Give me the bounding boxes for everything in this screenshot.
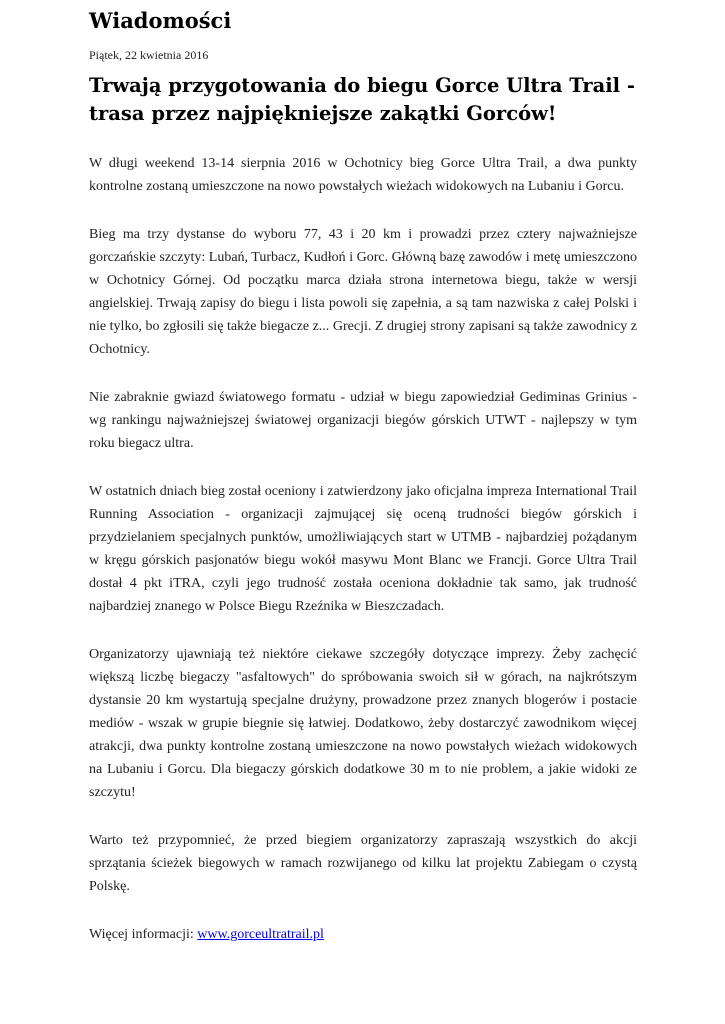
more-info-link[interactable]: www.gorceultratrail.pl [197,927,324,942]
article-paragraph: W ostatnich dniach bieg został oceniony i zatwierdzony jako oficjalna impreza International Trail Running Association - organizacji zajmującej się oceną trudności biegów górskich i przydzielaniem specjalnych punktów, umożliwiających start w UTMB - najbardziej pożądanym w kręgu górskich pasjonatów biegu wokół masywu Mont Blanc we Francji. Gorce Ultra Trail dostał 4 pkt iTRA, czyli jego trudność została oceniona dokładnie tak samo, jak trudność najbardziej znanego w Polsce Biegu Rzeźnika w Bieszczadach. [89,484,637,614]
article-date: Piątek, 22 kwietnia 2016 [89,48,209,62]
article-paragraph: W długi weekend 13-14 sierpnia 2016 w Ochotnicy bieg Gorce Ultra Trail, a dwa punkty kontrolne zostaną umieszczone na nowo powstałych wieżach widokowych na Lubaniu i Gorcu. [89,156,637,194]
article-paragraph: Warto też przypomnieć, że przed biegiem organizatorzy zapraszają wszystkich do akcji sprzątania ścieżek biegowych w ramach rozwijanego od kilku lat projektu Zabiegam o czystą Polskę. [89,833,637,894]
more-info-line [89,923,637,946]
article-paragraph: Bieg ma trzy dystanse do wyboru 77, 43 i 20 km i prowadzi przez cztery najważniejsze gorczańskie szczyty: Lubań, Turbacz, Kudłoń i Gorc. Główną bazę zawodów i metę umieszczono w Ochotnicy Górnej. Od początku marca działa strona internetowa biegu, także w wersji angielskiej. Trwają zapisy do biegu i lista powoli się zapełnia, a są tam nazwiska z całej Polski i nie tylko, bo zgłosili się także biegacze z... Grecji. Z drugiej strony zapisani są także zawodnicy z Ochotnicy. [89,227,637,357]
article-headline: Trwają przygotowania do biegu Gorce Ultra Trail - trasa przez najpiękniejsze zakątki Gorców! [89,74,635,125]
section-title: Wiadomości [89,8,232,33]
article-body [89,152,637,971]
article-paragraph: Nie zabraknie gwiazd światowego formatu - udział w biegu zapowiedział Gediminas Grinius - wg rankingu najważniejszej światowej organizacji biegów górskich UTWT - najlepszy w tym roku biegacz ultra. [89,390,637,451]
article-paragraph: Organizatorzy ujawniają też niektóre ciekawe szczegóły dotyczące imprezy. Żeby zachęcić większą liczbę biegaczy "asfaltowych" do spróbowania swoich sił w górach, na najkrótszym dystansie 20 km wystartują specjalne drużyny, prowadzone przez znanych blogerów i postacie mediów - wszak w grupie biegnie się łatwiej. Dodatkowo, żeby dostarczyć zawodnikom więcej atrakcji, dwa punkty kontrolne zostaną umieszczone na nowo powstałych wieżach widokowych na Lubaniu i Gorcu. Dla biegaczy górskich dodatkowe 30 m to nie problem, a jakie widoki ze szczytu! [89,647,637,800]
more-info-label: Więcej informacji: [89,927,194,942]
